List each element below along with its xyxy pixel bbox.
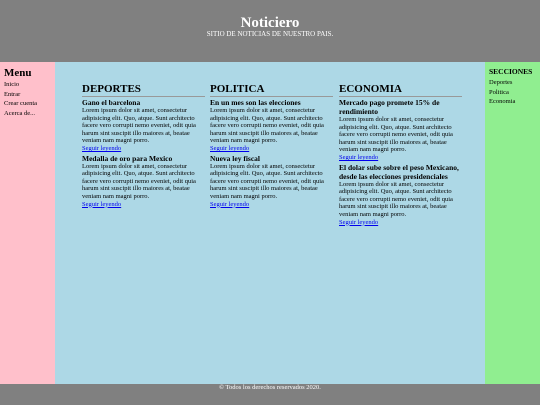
article-body: Lorem ipsum dolor sit amet, consectetur adipisicing elit. Quo, atque. Sunt architecto facere vero corrupti nemo eveniet, odit quia harum sint suscipit illo maiores at, beatae veniam nam magni porro. bbox=[210, 162, 324, 200]
article-title: El dolar sube sobre el peso Mexicano, desde las elecciones presidenciales bbox=[339, 162, 459, 181]
column-heading: ECONOMIA bbox=[339, 83, 462, 97]
menu-item-acerca-de[interactable]: Acerca de... bbox=[4, 109, 36, 117]
left-menu-panel bbox=[0, 62, 55, 384]
section-item-economia[interactable]: Economia bbox=[489, 98, 516, 105]
menu-title: Menu bbox=[4, 67, 32, 79]
article bbox=[339, 163, 462, 227]
read-more-link[interactable]: Seguir leyendo bbox=[339, 218, 379, 226]
read-more-link[interactable]: Seguir leyendo bbox=[210, 200, 250, 208]
article bbox=[339, 98, 462, 162]
column-deportes bbox=[82, 83, 205, 208]
article-body: Lorem ipsum dolor sit amet, consectetur adipisicing elit. Quo, atque. Sunt architecto facere vero corrupti nemo eveniet, odit quia harum sint suscipit illo maiores at, beatae veniam nam magni porro. bbox=[339, 180, 453, 218]
article-title: Gano el barcelona bbox=[82, 98, 141, 107]
article bbox=[210, 98, 333, 153]
article bbox=[82, 154, 205, 209]
sections-title: SECCIONES bbox=[489, 67, 533, 76]
article-title: Nueva ley fiscal bbox=[210, 153, 260, 163]
article-body: Lorem ipsum dolor sit amet, consectetur adipisicing elit. Quo, atque. Sunt architecto facere vero corrupti nemo eveniet, odit quia harum sint suscipit illo maiores at, beatae veniam nam magni porro. bbox=[82, 162, 196, 200]
sections-list bbox=[489, 78, 515, 107]
article-body: Lorem ipsum dolor sit amet, consectetur adipisicing elit. Quo, atque. Sunt architecto facere vero corrupti nemo eveniet, odit quia harum sint suscipit illo maiores at, beatae veniam nam magni porro. bbox=[339, 116, 453, 154]
article-body: Lorem ipsum dolor sit amet, consectetur adipisicing elit. Quo, atque. Sunt architecto facere vero corrupti nemo eveniet, odit quia harum sint suscipit illo maiores at, beatae veniam nam magni porro. bbox=[82, 107, 196, 145]
menu-item-crear-cuenta[interactable]: Crear cuenta bbox=[4, 100, 38, 107]
article bbox=[210, 154, 333, 209]
section-item-deportes[interactable]: Deportes bbox=[489, 79, 513, 86]
column-politica bbox=[210, 83, 333, 208]
article bbox=[82, 98, 205, 153]
site-header bbox=[0, 0, 540, 62]
read-more-link[interactable]: Seguir leyendo bbox=[210, 144, 250, 152]
read-more-link[interactable]: Seguir leyendo bbox=[339, 153, 379, 161]
article-body: Lorem ipsum dolor sit amet, consectetur adipisicing elit. Quo, atque. Sunt architecto facere vero corrupti nemo eveniet, odit quia harum sint suscipit illo maiores at, beatae veniam nam magni porro. bbox=[210, 107, 324, 145]
site-title: Noticiero bbox=[240, 15, 300, 31]
column-economia bbox=[339, 83, 462, 226]
menu-list bbox=[4, 80, 37, 118]
article-title: Medalla de oro para Mexico bbox=[82, 153, 173, 163]
menu-item-entrar[interactable]: Entrar bbox=[4, 90, 21, 98]
site-footer bbox=[0, 384, 540, 405]
read-more-link[interactable]: Seguir leyendo bbox=[82, 200, 122, 208]
copyright-text: © Todos los derechos reservados 2020. bbox=[219, 384, 321, 391]
article-title: En un mes son las elecciones bbox=[210, 98, 301, 107]
read-more-link[interactable]: Seguir leyendo bbox=[82, 144, 122, 152]
article-title: Mercado pago promete 15% de rendimiento bbox=[339, 98, 440, 116]
section-item-politica[interactable]: Politica bbox=[489, 88, 509, 96]
menu-item-inicio[interactable]: Inicio bbox=[4, 81, 20, 88]
sections-panel bbox=[485, 62, 540, 384]
column-heading: DEPORTES bbox=[82, 83, 205, 97]
site-subtitle: SITIO DE NOTICIAS DE NUESTRO PAIS. bbox=[206, 30, 334, 38]
column-heading: POLITICA bbox=[210, 83, 333, 97]
